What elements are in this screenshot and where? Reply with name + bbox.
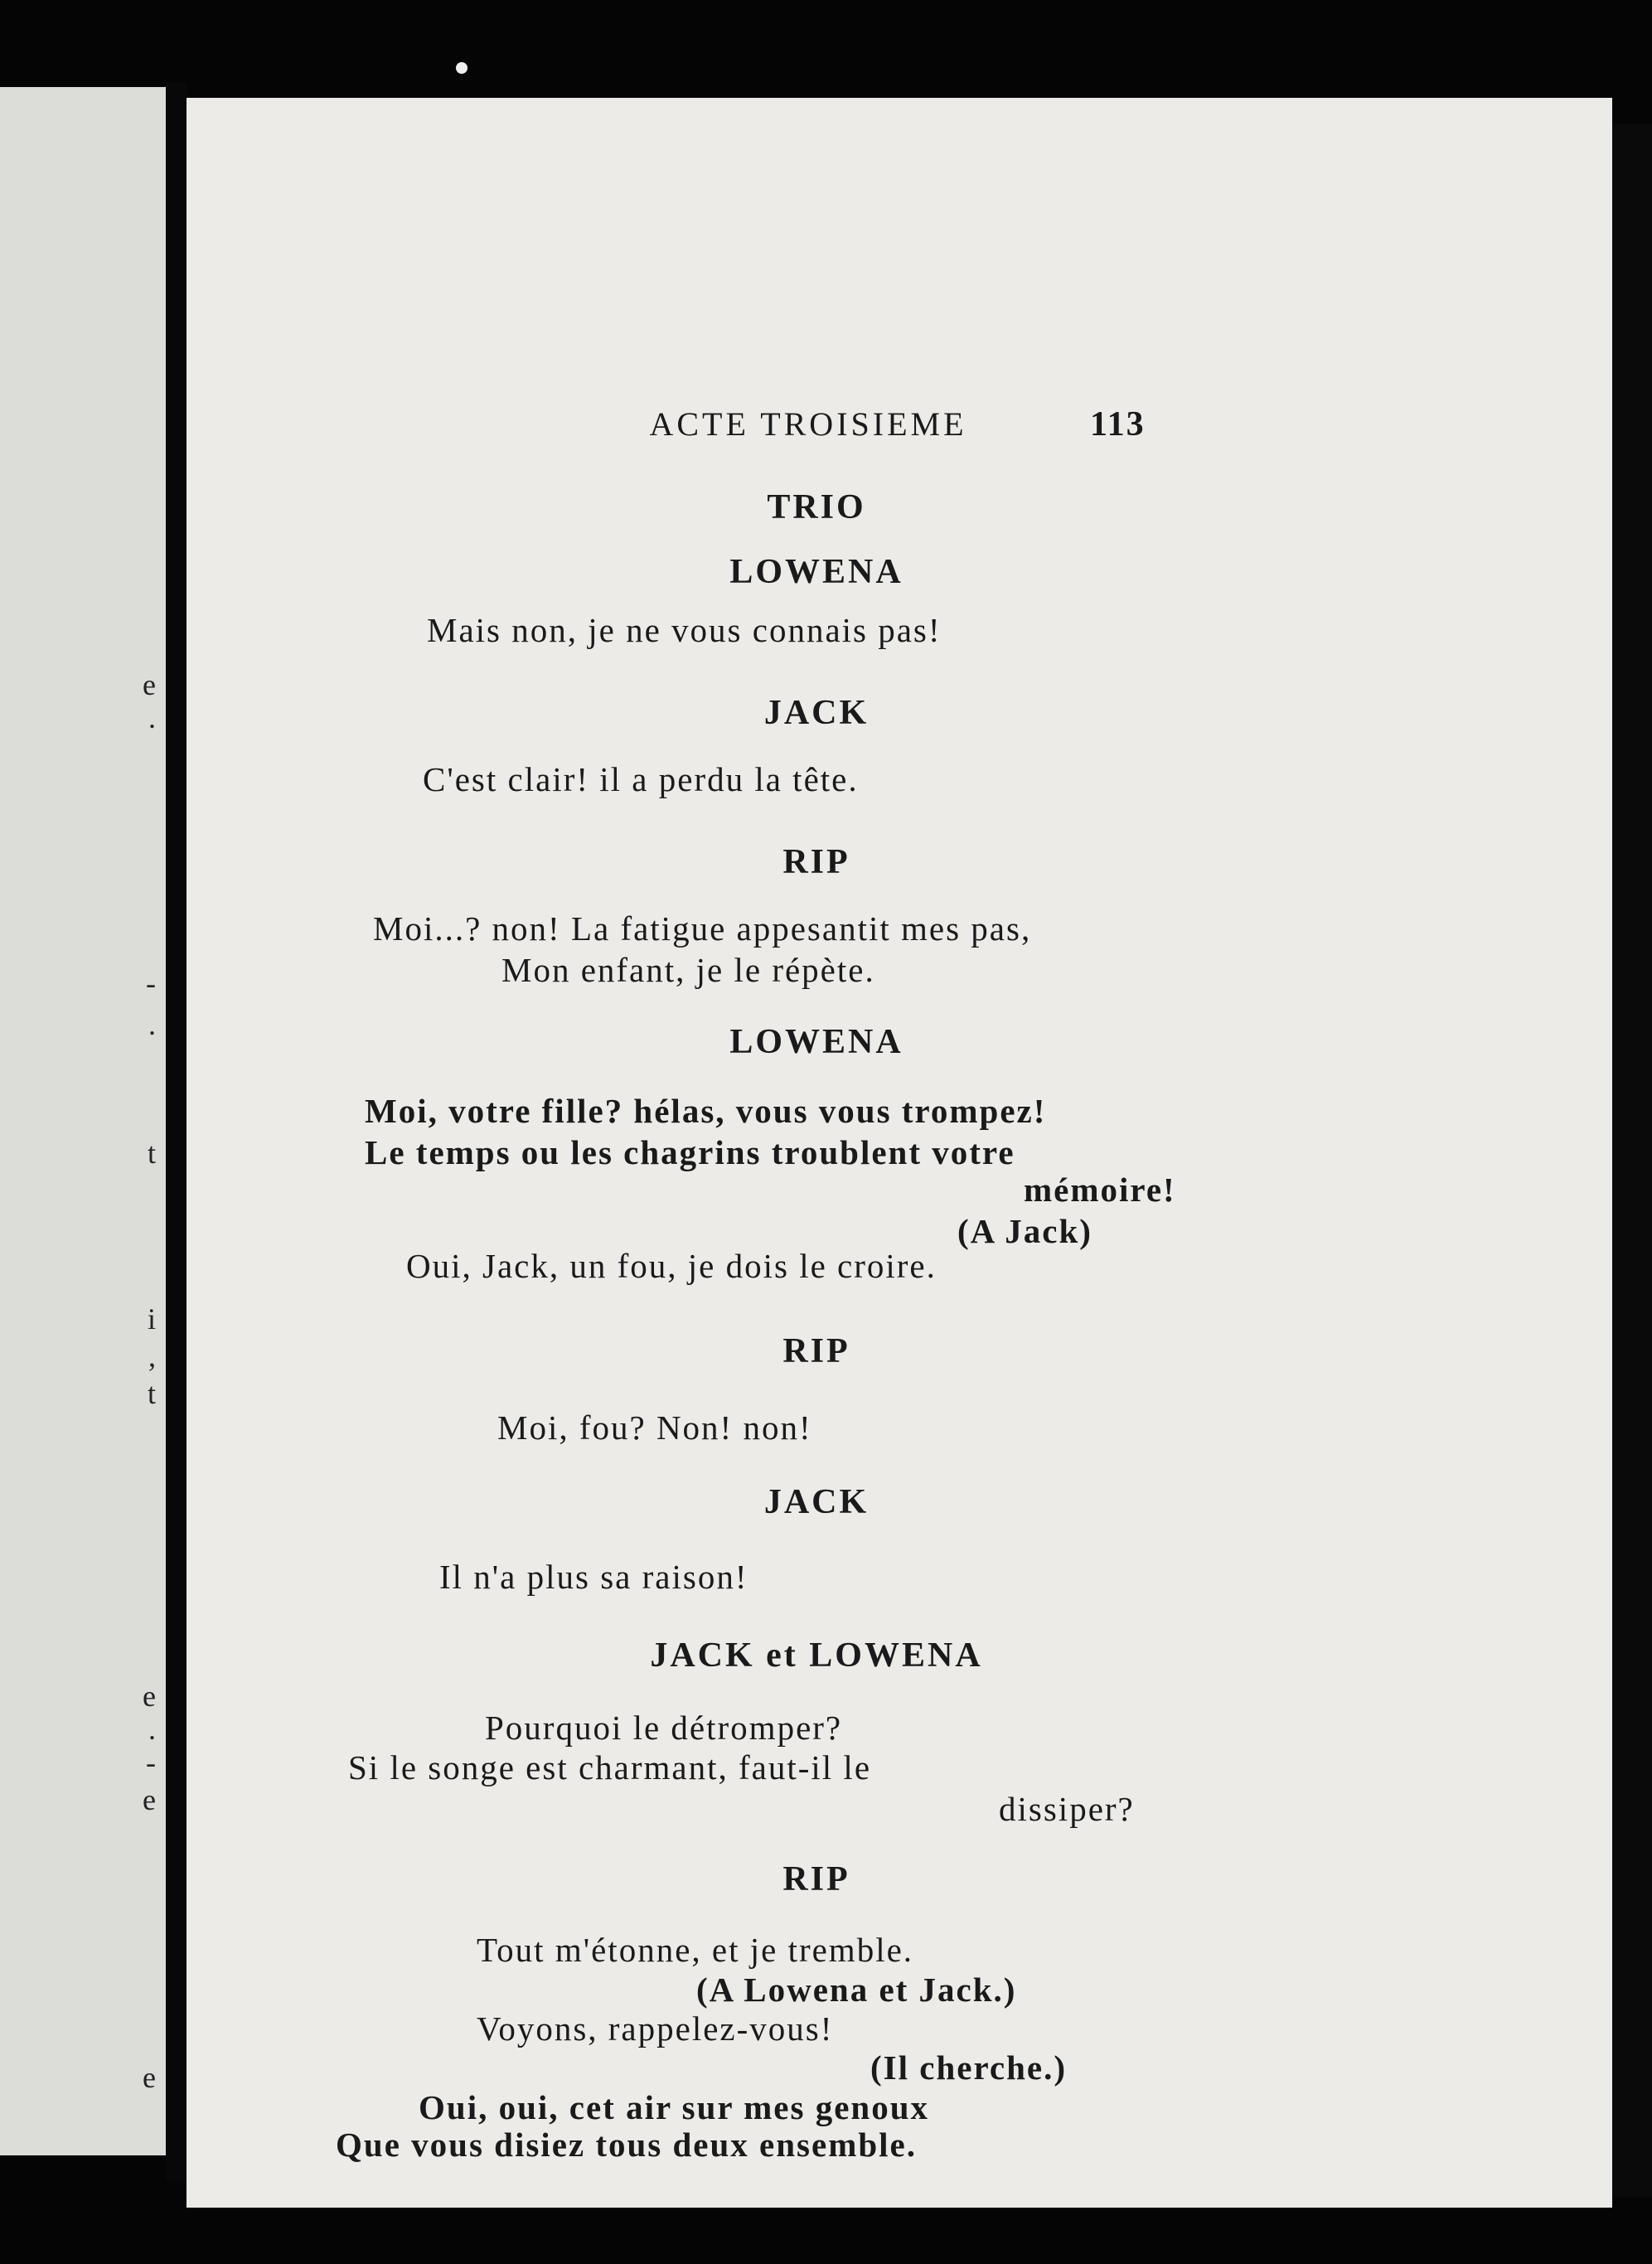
left-fragment: e: [143, 2061, 156, 2094]
verse-line: Voyons, rappelez-vous!: [477, 2009, 834, 2048]
running-title: ACTE TROISIEME: [649, 405, 967, 443]
speaker-name: LOWENA: [729, 553, 904, 591]
stage-direction: (A Jack): [957, 1212, 1092, 1250]
speaker-name: RIP: [782, 1860, 850, 1898]
left-fragment: -: [146, 1746, 156, 1779]
verse-line: Oui, Jack, un fou, je dois le croire.: [406, 1247, 937, 1285]
verse-line: Tout m'étonne, et je tremble.: [477, 1931, 914, 1969]
verse-line: Il n'a plus sa raison!: [439, 1558, 748, 1596]
speaker-name: JACK: [763, 1483, 870, 1521]
left-fragment: .: [148, 1008, 156, 1041]
speaker-name: JACK: [763, 694, 870, 732]
speaker-name: JACK et LOWENA: [650, 1636, 983, 1675]
verse-line: Oui, oui, cet air sur mes genoux: [419, 2088, 929, 2126]
running-header: [187, 405, 1612, 454]
left-fragment: .: [148, 1713, 156, 1746]
left-fragment: ,: [148, 1340, 156, 1373]
left-page-fragments: [0, 87, 166, 2155]
book-gutter: [166, 83, 187, 2180]
verse-line: mémoire!: [1024, 1171, 1176, 1209]
verse-line: C'est clair! il a perdu la tête.: [423, 760, 859, 798]
left-fragment: -: [146, 967, 156, 1000]
speaker-name: RIP: [782, 843, 850, 881]
right-scan-border: [1612, 124, 1652, 2197]
verse-line: Moi...? non! La fatigue appesantit mes pas,: [373, 909, 1032, 948]
verse-line: Moi, votre fille? hélas, vous vous trompez!: [365, 1092, 1047, 1130]
verse-line: Mais non, je ne vous connais pas!: [427, 611, 942, 649]
verse-line: dissiper?: [999, 1790, 1135, 1828]
verse-line: Moi, fou? Non! non!: [497, 1408, 812, 1447]
left-fragment: t: [147, 1137, 156, 1170]
section-heading: TRIO: [767, 488, 866, 526]
verse-line: Que vous disiez tous deux ensemble.: [336, 2126, 917, 2164]
left-fragment: t: [147, 1377, 156, 1410]
verse-line: Pourquoi le détromper?: [485, 1709, 843, 1747]
left-fragment: i: [147, 1302, 156, 1336]
left-fragment: .: [148, 701, 156, 734]
page-number: 113: [1090, 405, 1146, 444]
left-fragment: e: [143, 1680, 156, 1713]
book-page: [187, 98, 1612, 2208]
left-page-edge: [0, 87, 166, 2155]
verse-line: Si le songe est charmant, faut-il le: [348, 1748, 872, 1786]
left-fragment: e: [143, 1783, 156, 1816]
scan-speck: [456, 62, 468, 74]
verse-line: Le temps ou les chagrins troublent votre: [365, 1133, 1015, 1171]
verse-line: Mon enfant, je le répète.: [501, 951, 875, 989]
speaker-name: RIP: [782, 1332, 850, 1370]
speaker-name: LOWENA: [729, 1023, 904, 1061]
left-fragment: e: [143, 668, 156, 701]
stage-direction: (Il cherche.): [870, 2048, 1068, 2087]
stage-direction: (A Lowena et Jack.): [696, 1971, 1017, 2009]
